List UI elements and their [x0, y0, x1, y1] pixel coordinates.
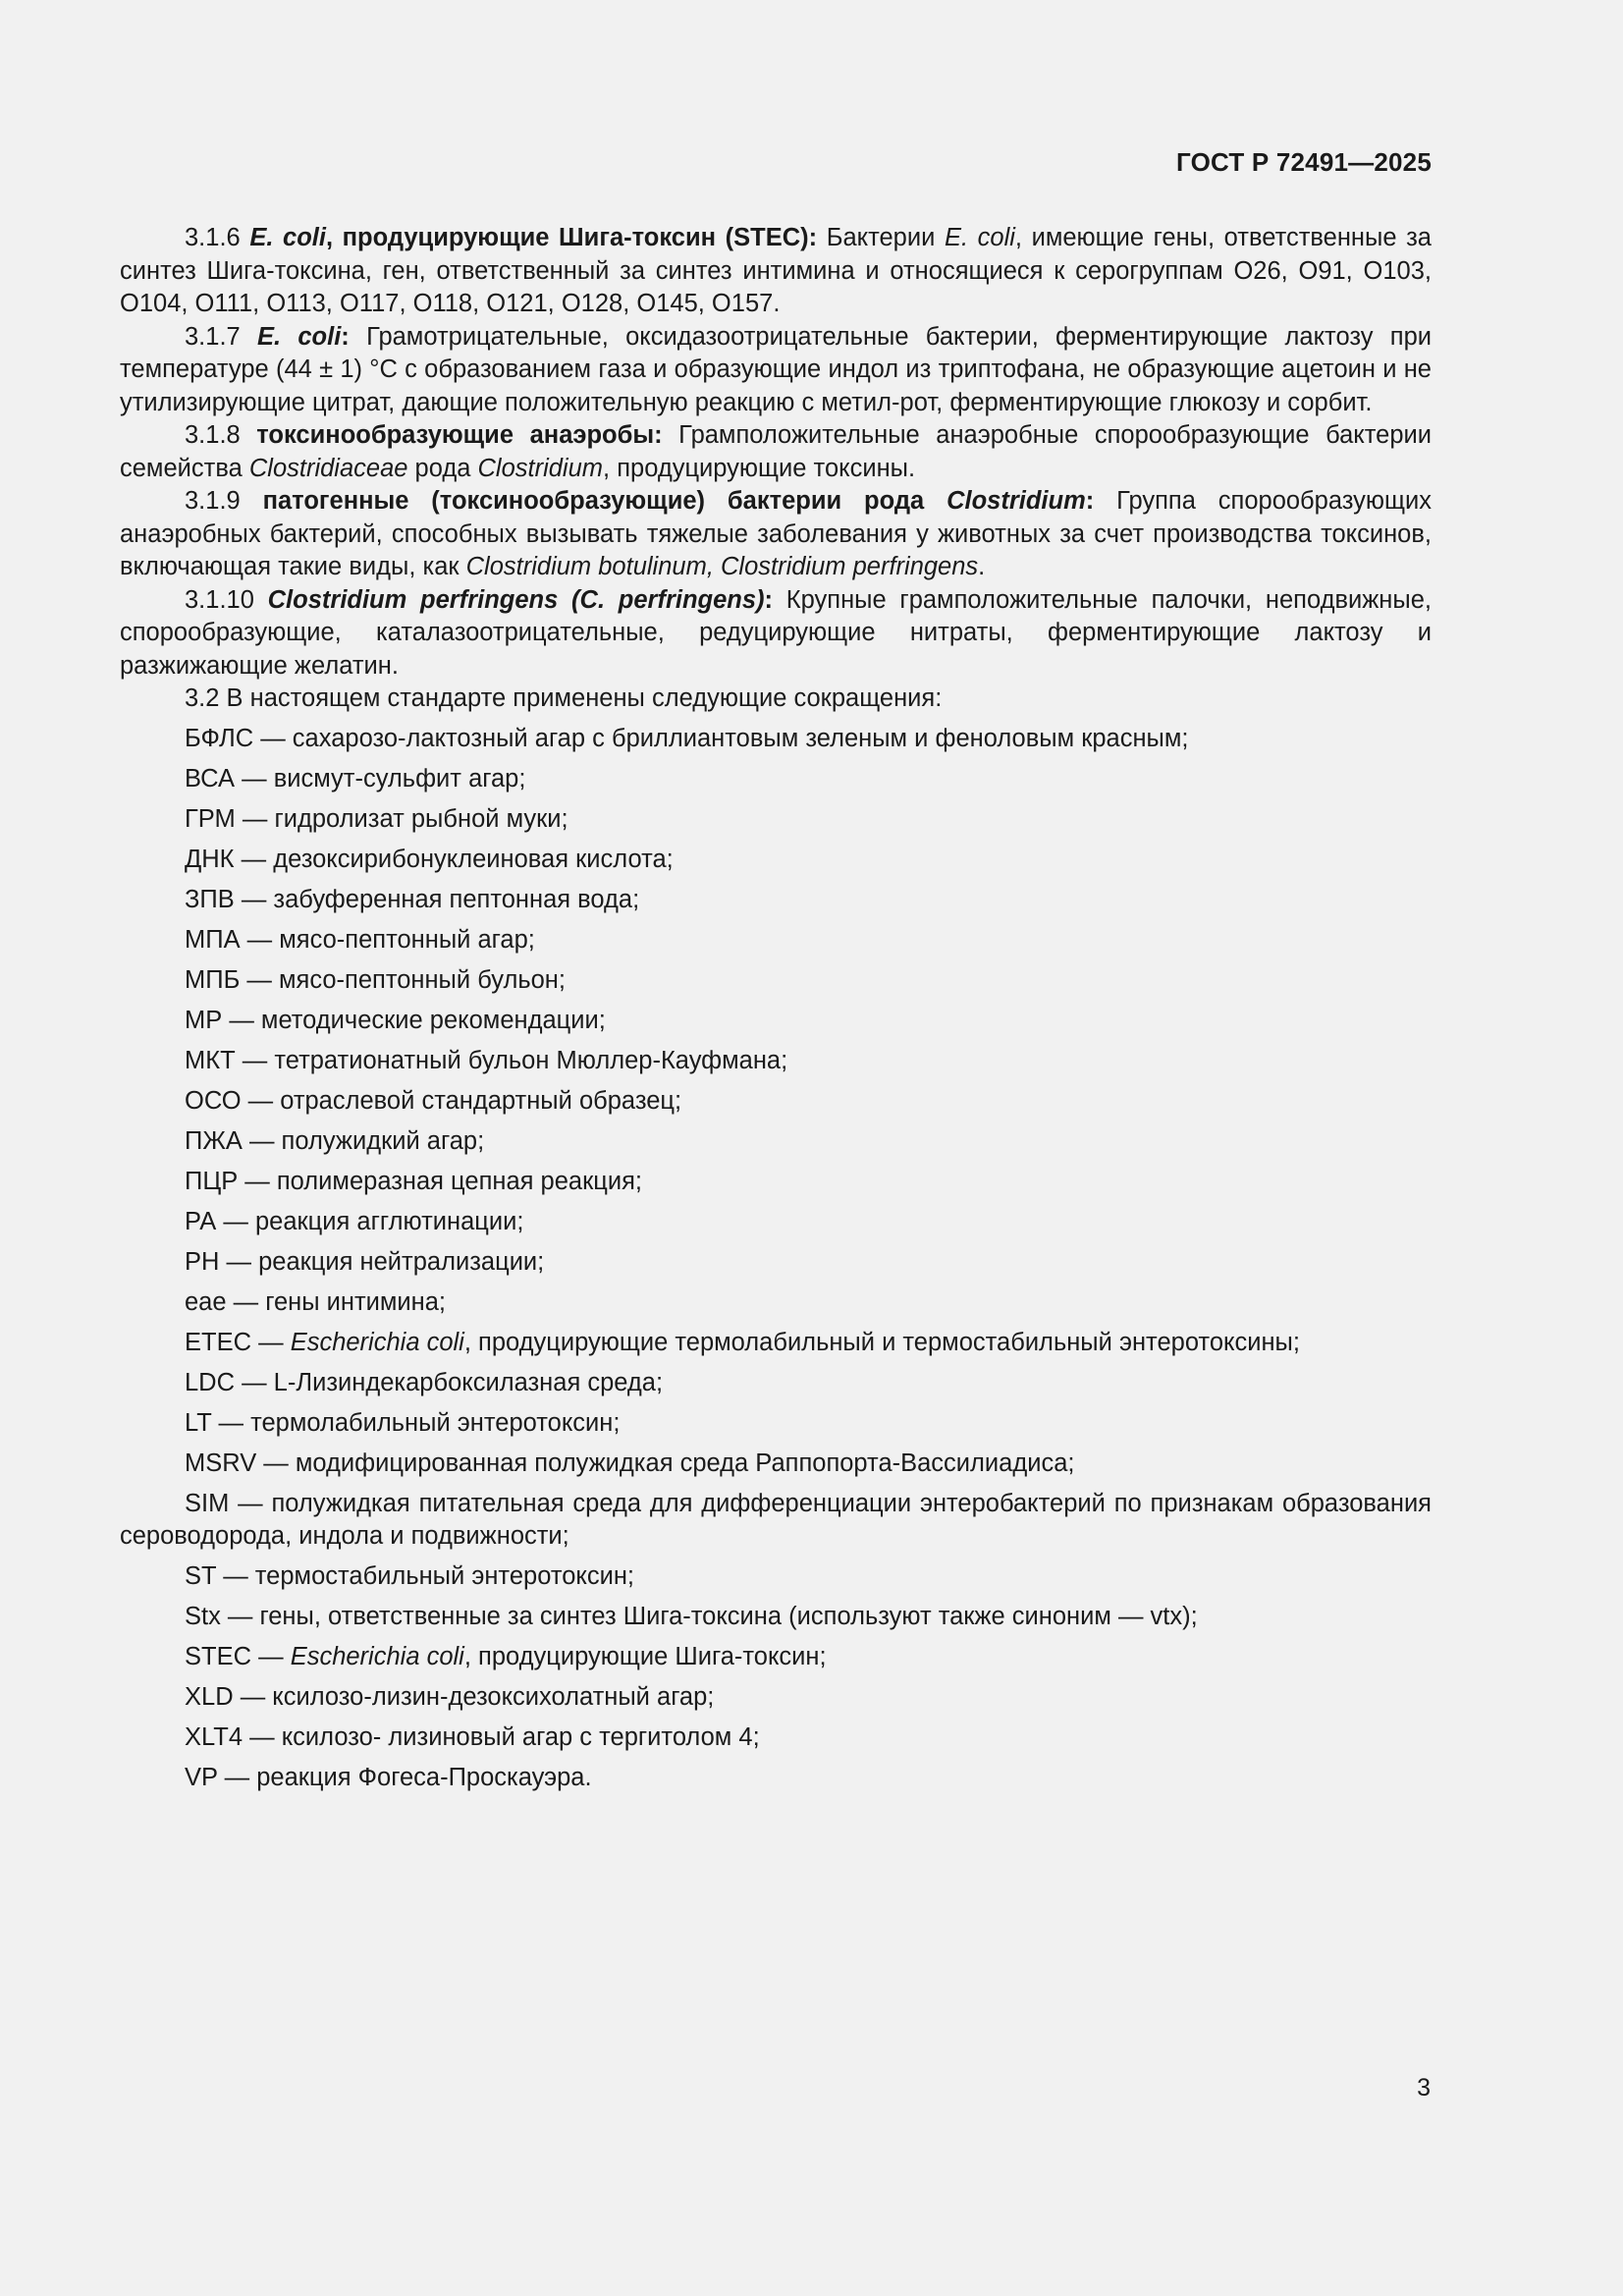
text-run: ETEC —: [185, 1328, 291, 1356]
styled-text: патогенные (токсинообразующие) бактерии рода: [262, 487, 947, 515]
abbreviation-item: [120, 1206, 1432, 1239]
text-run: , продуцирующие Шига-токсин;: [463, 1643, 827, 1670]
text-run: .: [978, 553, 986, 580]
abbreviation-item: [120, 1085, 1432, 1119]
styled-text: :: [1085, 487, 1095, 515]
text-run: Крупные грамположительные палочки, неподвижные, спорообразующие, каталазоотрицательные, редуцирующие нитраты, ферментирующие лактозу и разжижающие желатин.: [120, 585, 1432, 680]
text-run: МР — методические рекомендации;: [185, 1006, 606, 1034]
abbreviation-item: [120, 1448, 1432, 1481]
abbreviation-item: [120, 1488, 1432, 1554]
abbreviation-item: [120, 1367, 1432, 1400]
text-run: БФЛС — сахарозо-лактозный агар с бриллиантовым зеленым и феноловым красным;: [185, 724, 1189, 752]
definition-number: 3.1.7: [185, 322, 241, 351]
abbreviation-item: [120, 1601, 1432, 1634]
abbreviation-item: [120, 1327, 1432, 1360]
styled-text: Clostridium botulinum, Clostridium perfringens: [465, 553, 979, 580]
text-run: MSRV — модифицированная полужидкая среда Раппопорта-Вассилиадиса;: [185, 1449, 1075, 1477]
document-header: ГОСТ Р 72491—2025: [1176, 147, 1432, 177]
styled-text: Escherichia coli: [290, 1328, 464, 1356]
text-run: XLT4 — ксилозо- лизиновый агар с тергитолом 4;: [185, 1723, 760, 1751]
text-run: ОСО — отраслевой стандартный образец;: [185, 1086, 682, 1115]
definition-3-1-9: [120, 485, 1432, 584]
abbreviation-item: [120, 1722, 1432, 1755]
abbreviation-item: [120, 1246, 1432, 1280]
text-run: МПА — мясо-пептонный агар;: [185, 925, 535, 954]
styled-text: E. coli: [257, 322, 342, 351]
abbreviation-item: [120, 1125, 1432, 1159]
text-run: МПБ — мясо-пептонный бульон;: [185, 965, 566, 994]
abbreviation-item: [120, 1045, 1432, 1078]
text-run: LT — термолабильный энтеротоксин;: [185, 1408, 621, 1437]
abbreviation-item: [120, 1681, 1432, 1715]
styled-text: E. coli: [944, 224, 1015, 251]
page-number: 3: [1417, 2074, 1431, 2102]
abbreviation-item: [120, 803, 1432, 837]
abbreviations-list: [120, 723, 1432, 1795]
text-run: LDC — L-Лизиндекарбоксилазная среда;: [185, 1368, 664, 1396]
text-run: SIM — полужидкая питательная среда для дифференциации энтеробактерий по признакам образования сероводорода, индола и подвижности;: [120, 1489, 1432, 1550]
styled-text: Escherichia coli: [290, 1643, 464, 1670]
text-run: XLD — ксилозо-лизин-дезоксихолатный агар;: [185, 1683, 715, 1711]
styled-text: :: [764, 585, 774, 614]
definition-3-1-10: [120, 584, 1432, 683]
text-run: , продуцирующие термолабильный и термостабильный энтеротоксины;: [463, 1328, 1300, 1356]
text-run: Грамположительные анаэробные спорообразующие бактерии семейства: [120, 421, 1432, 482]
text-run: , продуцирующие токсины.: [603, 454, 916, 482]
text-run: Группа спорообразующих анаэробных бактерий, способных вызывать тяжелые заболевания у животных за счет производства токсинов, включающая такие виды, как: [120, 487, 1432, 580]
abbreviation-item: [120, 924, 1432, 957]
styled-text: токсинообразующие анаэробы:: [256, 421, 663, 449]
styled-text: :: [341, 322, 350, 351]
text-run: Stx — гены, ответственные за синтез Шига-токсина (используют также синоним — vtx);: [185, 1603, 1198, 1630]
text-run: ДНК — дезоксирибонуклеиновая кислота;: [185, 845, 674, 873]
abbreviation-item: [120, 1560, 1432, 1594]
text-run: РН — реакция нейтрализации;: [185, 1247, 545, 1276]
text-run: ПЖА — полужидкий агар;: [185, 1126, 485, 1155]
text-run: Грамотрицательные, оксидазоотрицательные бактерии, ферментирующие лактозу при температуре (44 ± 1) °С с образованием газа и образующие индол из триптофана, не образующие ацетоин и не утилизирующие цитрат, дающие положительную реакцию с метил-рот, ферментирующие глюкозу и сорбит.: [120, 322, 1433, 416]
styled-text: Clostridium: [477, 454, 604, 482]
definition-number: 3.1.9: [185, 487, 241, 515]
abbreviation-item: [120, 1762, 1432, 1795]
text-run: ВСА — висмут-сульфит агар;: [185, 764, 526, 793]
abbreviation-item: [120, 1407, 1432, 1441]
abbreviation-item: [120, 723, 1432, 756]
abbreviation-item: [120, 884, 1432, 917]
definition-3-1-6: [120, 222, 1432, 321]
text-run: РА — реакция агглютинации;: [185, 1207, 524, 1235]
styled-text: Clostridiaceae: [248, 454, 408, 482]
abbreviation-item: [120, 1286, 1432, 1320]
text-run: ГРМ — гидролизат рыбной муки;: [185, 804, 568, 833]
abbreviation-item: [120, 1166, 1432, 1199]
styled-text: , продуцирующие Шига-токсин (STEC):: [325, 224, 818, 251]
definition-number: 3.1.6: [185, 224, 241, 251]
definitions-section: [120, 222, 1432, 683]
abbreviation-item: [120, 763, 1432, 796]
definition-number: 3.1.8: [185, 421, 241, 449]
styled-text: Clostridium: [947, 487, 1086, 515]
styled-text: Clostridium perfringens (C. perfringens): [267, 585, 765, 614]
definition-3-1-8: [120, 419, 1432, 485]
text-run: , имеющие гены, ответственные за синтез Шига-токсина, ген, ответственный за синтез интимина и относящиеся к серогруппам О26, О91, О103, О104, О111, О113, О117, О118, О121, О128, О145, О157.: [120, 224, 1432, 317]
text-run: eae — гены интимина;: [185, 1287, 447, 1316]
document-body: [120, 222, 1432, 1802]
abbreviation-item: [120, 964, 1432, 998]
text-run: ЗПВ — забуференная пептонная вода;: [185, 885, 640, 913]
text-run: ST — термостабильный энтеротоксин;: [185, 1562, 634, 1590]
abbreviation-item: [120, 844, 1432, 877]
abbreviation-item: [120, 1641, 1432, 1674]
styled-text: E. coli: [249, 224, 326, 251]
text-run: МКТ — тетратионатный бульон Мюллер-Кауфмана;: [185, 1046, 788, 1074]
text-run: STEC —: [185, 1643, 291, 1670]
definition-number: 3.1.10: [185, 585, 254, 614]
text-run: рода: [407, 454, 478, 482]
text-run: Бактерии: [817, 224, 945, 251]
abbreviations-intro: 3.2 В настоящем стандарте применены следующие сокращения:: [185, 684, 943, 712]
text-run: ПЦР — полимеразная цепная реакция;: [185, 1167, 642, 1195]
abbreviation-item: [120, 1005, 1432, 1038]
definition-3-1-7: [120, 321, 1432, 420]
text-run: VP — реакция Фогеса-Проскауэра.: [185, 1764, 592, 1791]
